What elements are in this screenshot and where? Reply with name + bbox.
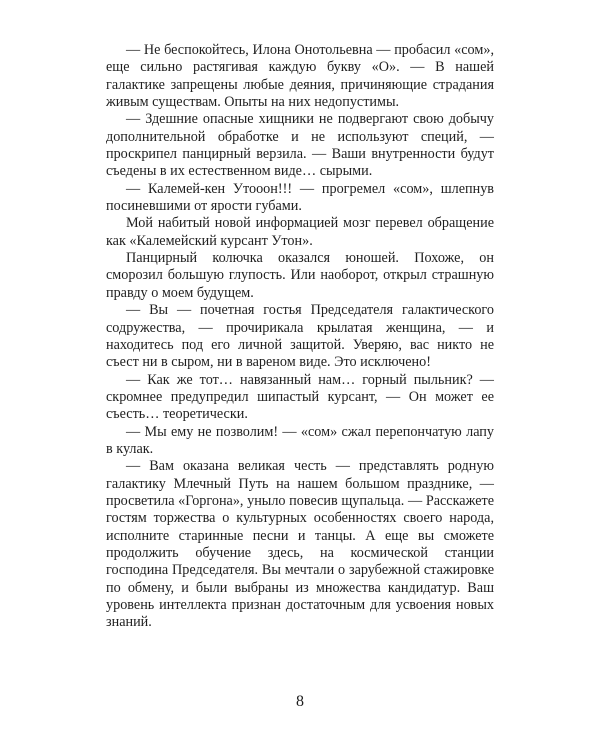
paragraph-5: Панцирный колючка оказался юношей. Похоже, он сморозил большую глупость. Или наоборот, открыл страшную правду о моем будущем. (106, 250, 494, 301)
paragraph-2: — Здешние опасные хищники не подвергают свою добычу дополнительной обработке и не используют специй, — проскрипел панцирный верзила. — Ваши внутренности будут съедены в их естественном виде… сырыми. (106, 111, 494, 180)
paragraph-6: — Вы — почетная гостья Председателя галактического содружества, — прочирикала крылатая женщина, — и находитесь под его личной защитой. Уверяю, вас никто не съест ни в сыром, ни в вареном виде. Это исключено! (106, 302, 494, 371)
paragraph-4: Мой набитый новой информацией мозг перевел обращение как «Калемейский курсант Утон». (106, 215, 494, 249)
paragraph-8: — Мы ему не позволим! — «сом» сжал перепончатую лапу в кулак. (106, 423, 494, 457)
paragraph-7: — Как же тот… навязанный нам… горный пыльник? — скромнее предупредил шипастый курсант, — Он может ее съесть… теоретически. (106, 371, 494, 423)
body-text (106, 42, 494, 632)
page-number: 8 (296, 693, 304, 710)
paragraph-3: — Калемей-кен Утооон!!! — прогремел «сом», шлепнув посиневшими от ярости губами. (106, 180, 494, 215)
paragraph-1: — Не беспокойтесь, Илона Онотольевна — пробасил «сом», еще сильно растягивая каждую букву «О». — В нашей галактике запрещены любые деяния, причиняющие страдания живым существам. Опыты на них недопустимы. (106, 42, 494, 111)
paragraph-9: — Вам оказана великая честь — представлять родную галактику Млечный Путь на нашем большом празднике, — просветила «Горгона», уныло повесив щупальца. — Расскажете гостям торжества о культурных особенностях своего народа, исполните старинные песни и танцы. А еще вы сможете продолжить обучение здесь, на космической станции господина Председателя. Вы мечтали о зарубежной стажировке по обмену, и были выбраны из множества кандидатур. Ваш уровень интеллекта признан достаточным для усвоения новых знаний. (106, 458, 494, 631)
